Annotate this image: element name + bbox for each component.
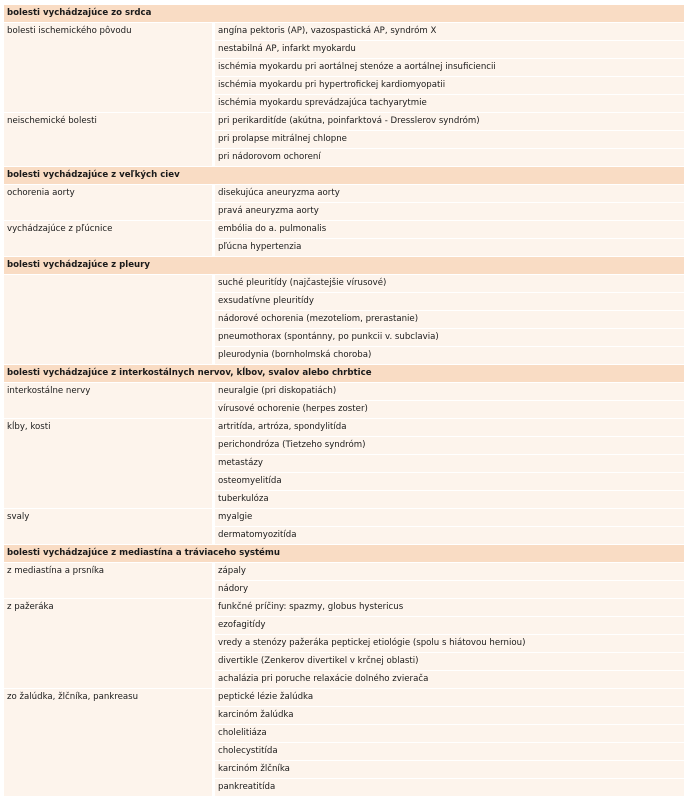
- section-header: [4, 256, 684, 274]
- item-cell: [215, 400, 684, 418]
- group-cell: [4, 706, 212, 724]
- section-title: bolesti vychádzajúce z interkostálnych nervov, kĺbov, svalov alebo chrbtice: [7, 368, 372, 378]
- item-cell: [215, 562, 684, 580]
- table-row: [4, 472, 684, 490]
- section-title: bolesti vychádzajúce z pleury: [7, 260, 151, 270]
- item-text: peptické lézie žalúdka: [218, 692, 314, 702]
- table-row: [4, 346, 684, 364]
- group-label: vychádzajúce z pľúcnice: [7, 224, 113, 234]
- item-cell: [215, 436, 684, 454]
- table-row: [4, 202, 684, 220]
- group-cell: [4, 742, 212, 760]
- item-cell: [215, 76, 684, 94]
- item-text: zápaly: [218, 566, 246, 576]
- group-cell: [4, 688, 212, 706]
- table-row: [4, 436, 684, 454]
- item-cell: [215, 706, 684, 724]
- item-cell: [215, 760, 684, 778]
- table-row: [4, 94, 684, 112]
- item-text: cholecystitída: [218, 746, 278, 756]
- item-text: disekujúca aneuryzma aorty: [218, 188, 340, 198]
- item-cell: [215, 94, 684, 112]
- item-text: metastázy: [218, 458, 264, 468]
- item-cell: [215, 724, 684, 742]
- table-row: [4, 328, 684, 346]
- item-text: osteomyelitída: [218, 476, 282, 486]
- item-text: pneumothorax (spontánny, po punkcii v. subclavia): [218, 332, 439, 342]
- group-cell: [4, 94, 212, 112]
- table-row: [4, 508, 684, 526]
- table-row: [4, 724, 684, 742]
- group-cell: [4, 382, 212, 400]
- item-cell: [215, 418, 684, 436]
- item-text: tuberkulóza: [218, 494, 269, 504]
- item-cell: [215, 598, 684, 616]
- table-row: [4, 292, 684, 310]
- item-cell: [215, 472, 684, 490]
- section-header: [4, 4, 684, 22]
- table-row: [4, 58, 684, 76]
- item-text: ischémia myokardu pri hypertrofickej kardiomyopatii: [218, 80, 446, 90]
- table-row: [4, 310, 684, 328]
- section-header: [4, 364, 684, 382]
- item-text: exsudatívne pleuritídy: [218, 296, 314, 306]
- table-row: [4, 40, 684, 58]
- table-row: [4, 490, 684, 508]
- group-cell: [4, 652, 212, 670]
- table-row: [4, 526, 684, 544]
- group-cell: [4, 760, 212, 778]
- section-header: [4, 544, 684, 562]
- group-label: svaly: [7, 512, 30, 522]
- item-cell: [215, 616, 684, 634]
- group-cell: [4, 580, 212, 598]
- item-cell: [215, 508, 684, 526]
- item-cell: [215, 292, 684, 310]
- group-label: z pažeráka: [7, 602, 54, 612]
- table-row: [4, 400, 684, 418]
- item-text: karcinóm žlčníka: [218, 764, 290, 774]
- group-cell: [4, 436, 212, 454]
- item-text: pri nádorovom ochorení: [218, 152, 321, 162]
- item-cell: [215, 130, 684, 148]
- group-cell: [4, 418, 212, 436]
- item-text: divertikle (Zenkerov divertikel v krčnej oblasti): [218, 656, 419, 666]
- table-row: [4, 184, 684, 202]
- group-label: bolesti ischemického pôvodu: [7, 26, 132, 36]
- item-text: ischémia myokardu sprevádzajúca tachyarytmie: [218, 98, 427, 108]
- item-cell: [215, 688, 684, 706]
- item-cell: [215, 670, 684, 688]
- table-row: [4, 382, 684, 400]
- item-cell: [215, 328, 684, 346]
- table-row: [4, 634, 684, 652]
- table-row: [4, 652, 684, 670]
- item-cell: [215, 310, 684, 328]
- group-cell: [4, 292, 212, 310]
- item-text: pankreatitída: [218, 782, 276, 792]
- item-cell: [215, 220, 684, 238]
- group-label: kĺby, kosti: [7, 422, 51, 432]
- table-row: [4, 616, 684, 634]
- group-cell: [4, 148, 212, 166]
- group-cell: [4, 130, 212, 148]
- group-cell: [4, 328, 212, 346]
- group-label: z mediastína a prsníka: [7, 566, 105, 576]
- table-row: [4, 130, 684, 148]
- item-cell: [215, 112, 684, 130]
- group-label: neischemické bolesti: [7, 116, 97, 126]
- group-cell: [4, 310, 212, 328]
- group-cell: [4, 598, 212, 616]
- group-label: interkostálne nervy: [7, 386, 91, 396]
- group-cell: [4, 472, 212, 490]
- item-text: perichondróza (Tietzeho syndróm): [218, 440, 366, 450]
- item-cell: [215, 454, 684, 472]
- table-row: [4, 112, 684, 130]
- table-row: [4, 670, 684, 688]
- group-cell: [4, 22, 212, 40]
- table-row: [4, 454, 684, 472]
- item-cell: [215, 22, 684, 40]
- item-text: nádorové ochorenia (mezoteliom, prerastanie): [218, 314, 419, 324]
- item-cell: [215, 40, 684, 58]
- item-text: neuralgie (pri diskopatiách): [218, 386, 337, 396]
- item-text: pravá aneuryzma aorty: [218, 206, 319, 216]
- item-text: angína pektoris (AP), vazospastická AP, syndróm X: [218, 26, 437, 36]
- item-text: ezofagitídy: [218, 620, 266, 630]
- item-text: nestabilná AP, infarkt myokardu: [218, 44, 356, 54]
- group-cell: [4, 220, 212, 238]
- table-row: [4, 76, 684, 94]
- table-row: [4, 706, 684, 724]
- group-cell: [4, 40, 212, 58]
- item-cell: [215, 184, 684, 202]
- item-text: dermatomyozitída: [218, 530, 297, 540]
- item-cell: [215, 382, 684, 400]
- group-label: ochorenia aorty: [7, 188, 75, 198]
- group-cell: [4, 634, 212, 652]
- table-row: [4, 22, 684, 40]
- group-cell: [4, 616, 212, 634]
- table-row: [4, 220, 684, 238]
- group-cell: [4, 112, 212, 130]
- table-row: [4, 418, 684, 436]
- table-row: [4, 598, 684, 616]
- item-cell: [215, 490, 684, 508]
- group-cell: [4, 778, 212, 796]
- item-cell: [215, 58, 684, 76]
- group-cell: [4, 202, 212, 220]
- item-cell: [215, 526, 684, 544]
- table-row: [4, 148, 684, 166]
- table-row: [4, 274, 684, 292]
- group-cell: [4, 562, 212, 580]
- section-title: bolesti vychádzajúce zo srdca: [7, 8, 152, 18]
- group-cell: [4, 76, 212, 94]
- group-cell: [4, 58, 212, 76]
- item-text: suché pleuritídy (najčastejšie vírusové): [218, 278, 387, 288]
- item-text: ischémia myokardu pri aortálnej stenóze a aortálnej insuficiencii: [218, 62, 496, 72]
- table-row: [4, 760, 684, 778]
- group-cell: [4, 238, 212, 256]
- item-text: karcinóm žalúdka: [218, 710, 294, 720]
- item-cell: [215, 652, 684, 670]
- item-text: myalgie: [218, 512, 253, 522]
- table-row: [4, 778, 684, 796]
- item-cell: [215, 148, 684, 166]
- table-row: [4, 562, 684, 580]
- table-row: [4, 238, 684, 256]
- group-label: zo žalúdka, žlčníka, pankreasu: [7, 692, 139, 702]
- item-text: cholelitiáza: [218, 728, 267, 738]
- table-row: [4, 688, 684, 706]
- item-text: funkčné príčiny: spazmy, globus hystericus: [218, 602, 404, 612]
- section-title: bolesti vychádzajúce z veľkých ciev: [7, 170, 180, 180]
- section-header: [4, 166, 684, 184]
- item-text: pri prolapse mitrálnej chlopne: [218, 134, 347, 144]
- item-cell: [215, 778, 684, 796]
- group-cell: [4, 274, 212, 292]
- group-cell: [4, 454, 212, 472]
- table-row: [4, 580, 684, 598]
- item-cell: [215, 346, 684, 364]
- item-text: vírusové ochorenie (herpes zoster): [218, 404, 368, 414]
- group-cell: [4, 508, 212, 526]
- group-cell: [4, 724, 212, 742]
- item-text: pri perikarditíde (akútna, poinfarktová - Dresslerov syndróm): [218, 116, 480, 126]
- item-text: embólia do a. pulmonalis: [218, 224, 327, 234]
- chest-pain-table: [4, 4, 684, 796]
- item-cell: [215, 580, 684, 598]
- table-row: [4, 742, 684, 760]
- item-cell: [215, 634, 684, 652]
- group-cell: [4, 400, 212, 418]
- item-text: pleurodynia (bornholmská choroba): [218, 350, 372, 360]
- section-title: bolesti vychádzajúce z mediastína a tráviaceho systému: [7, 548, 280, 558]
- group-cell: [4, 490, 212, 508]
- group-cell: [4, 526, 212, 544]
- item-cell: [215, 274, 684, 292]
- group-cell: [4, 670, 212, 688]
- item-cell: [215, 238, 684, 256]
- item-text: vredy a stenózy pažeráka peptickej etiológie (spolu s hiátovou herniou): [218, 638, 526, 648]
- group-cell: [4, 184, 212, 202]
- item-text: achalázia pri poruche relaxácie dolného zvierača: [218, 674, 429, 684]
- item-text: nádory: [218, 584, 249, 594]
- item-cell: [215, 202, 684, 220]
- item-cell: [215, 742, 684, 760]
- item-text: pľúcna hypertenzia: [218, 242, 302, 252]
- group-cell: [4, 346, 212, 364]
- item-text: artritída, artróza, spondylitída: [218, 422, 347, 432]
